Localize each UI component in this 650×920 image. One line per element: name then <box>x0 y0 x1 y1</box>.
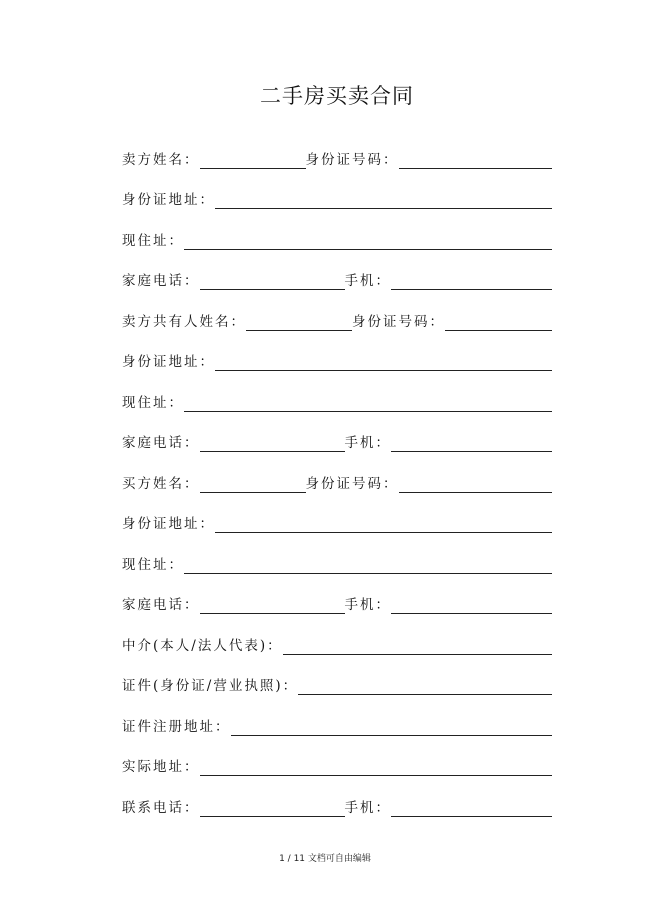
co-owner-mobile-blank[interactable] <box>391 450 552 452</box>
field-label: 证件(身份证/营业执照)： <box>122 678 299 694</box>
seller-mobile-blank[interactable] <box>391 288 552 290</box>
field-label: 证件注册地址： <box>122 718 231 735</box>
form-row-buyer-id-address <box>122 497 552 538</box>
field-label: 家庭电话： <box>122 435 200 451</box>
page-footer: 1 / 11 文档可自由编辑 <box>279 854 371 864</box>
co-owner-name-blank[interactable] <box>246 329 352 331</box>
field-label: 手机： <box>344 799 391 816</box>
buyer-id-address-blank[interactable] <box>215 531 552 533</box>
form-row-seller-phone <box>122 254 552 295</box>
field-label: 身份证地址： <box>122 516 215 532</box>
seller-id-number-blank[interactable] <box>399 167 553 169</box>
field-label: 联系电话： <box>122 799 200 816</box>
agent-actual-address-blank[interactable] <box>200 774 553 776</box>
seller-home-phone-blank[interactable] <box>200 288 345 290</box>
buyer-home-phone-blank[interactable] <box>200 612 345 614</box>
field-label: 现住址： <box>122 232 184 249</box>
field-label: 现住址： <box>122 556 184 573</box>
buyer-mobile-blank[interactable] <box>391 612 552 614</box>
field-label: 现住址： <box>122 394 184 411</box>
co-owner-current-address-blank[interactable] <box>184 410 552 412</box>
agent-certificate-blank[interactable] <box>298 693 552 695</box>
co-owner-home-phone-blank[interactable] <box>200 450 345 452</box>
form-row-agent-phone <box>122 780 552 821</box>
form-row-buyer-phone <box>122 578 552 619</box>
field-label: 身份证地址： <box>122 192 215 208</box>
field-label: 家庭电话： <box>122 597 200 613</box>
seller-current-address-blank[interactable] <box>184 248 552 250</box>
agent-registered-address-blank[interactable] <box>231 734 553 736</box>
form-row-buyer-name <box>122 456 552 497</box>
form-row-co-owner-id-address <box>122 335 552 376</box>
form-row-co-owner-phone <box>122 416 552 457</box>
agent-mobile-blank[interactable] <box>391 815 552 817</box>
form-row-seller-name <box>122 132 552 173</box>
field-label: 手机： <box>344 273 391 289</box>
form-row-co-owner-current-address <box>122 375 552 416</box>
form-row-seller-id-address <box>122 173 552 214</box>
field-label: 实际地址： <box>122 759 200 775</box>
buyer-name-blank[interactable] <box>200 491 306 493</box>
field-label: 手机： <box>344 435 391 451</box>
form-row-co-owner-name <box>122 294 552 335</box>
co-owner-id-number-blank[interactable] <box>445 329 552 331</box>
field-label: 买方姓名： <box>122 475 200 492</box>
agent-representative-blank[interactable] <box>283 653 552 655</box>
form-row-agent-actual-address <box>122 740 552 781</box>
form-row-agent-registered-address <box>122 699 552 740</box>
form-row-agent-representative <box>122 618 552 659</box>
field-label: 身份证号码： <box>305 151 399 168</box>
buyer-id-number-blank[interactable] <box>399 491 553 493</box>
form-row-buyer-current-address <box>122 537 552 578</box>
field-label: 中介(本人/法人代表)： <box>122 637 283 654</box>
co-owner-id-address-blank[interactable] <box>215 369 552 371</box>
contract-party-form <box>122 132 552 821</box>
field-label: 卖方共有人姓名： <box>122 313 246 330</box>
field-label: 手机： <box>344 597 391 613</box>
buyer-current-address-blank[interactable] <box>184 572 552 574</box>
agent-contact-phone-blank[interactable] <box>200 815 345 817</box>
field-label: 卖方姓名： <box>122 151 200 168</box>
seller-name-blank[interactable] <box>200 167 306 169</box>
field-label: 身份证地址： <box>122 354 215 370</box>
seller-id-address-blank[interactable] <box>215 207 552 209</box>
field-label: 家庭电话： <box>122 273 200 289</box>
field-label: 身份证号码： <box>352 313 445 330</box>
form-row-agent-certificate <box>122 659 552 700</box>
document-title: 二手房买卖合同 <box>260 84 414 108</box>
form-row-seller-current-address <box>122 213 552 254</box>
field-label: 身份证号码： <box>305 475 399 492</box>
